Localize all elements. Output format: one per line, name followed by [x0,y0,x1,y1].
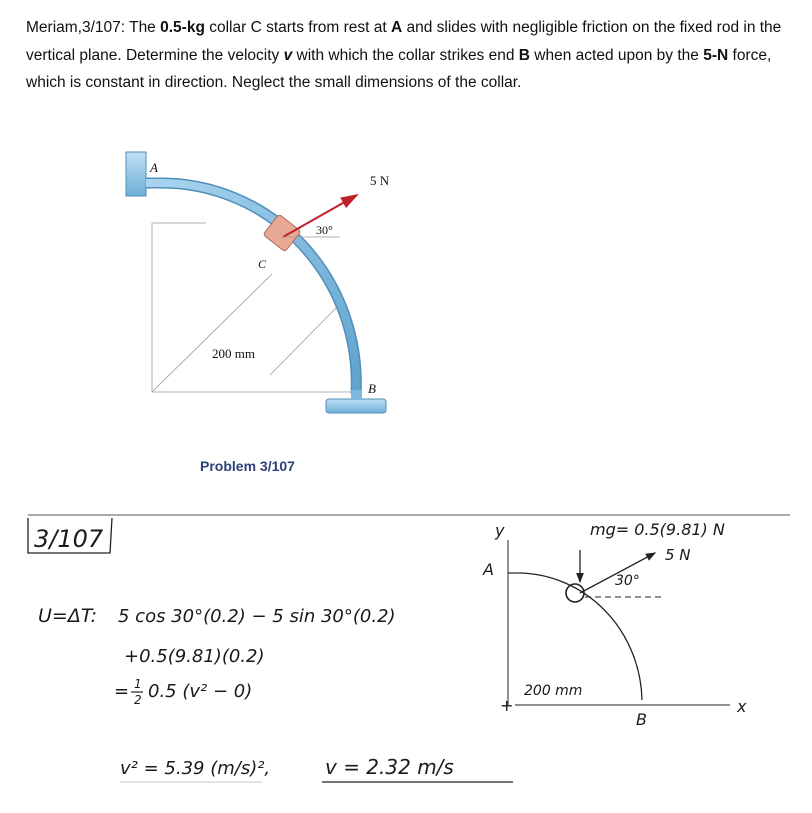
base-neck-b [351,390,362,400]
force-label: 5 N [370,173,390,188]
axis-y-label: y [495,521,505,540]
textbook-figure [126,152,390,474]
fbd-force-label: 5 N [665,546,691,564]
radius-label: 200 mm [212,346,255,361]
handwritten-solution [28,518,513,782]
curved-rod [146,183,356,394]
fbd-label-b: B [636,710,647,729]
fbd-radius-label: 200 mm [524,683,583,699]
figure-caption: Problem 3/107 [200,458,295,474]
work-line-3-rest: 0.5 (v² − 0) [148,681,253,702]
label-b: B [368,381,376,396]
half-numerator: 1 [134,677,142,691]
label-c: C [258,257,267,271]
fbd-label-a: A [483,560,494,579]
fbd-angle-label: 30° [615,573,640,589]
angle-label: 30° [316,223,333,237]
base-support-b [326,399,386,413]
fbd-plus: + [500,696,514,715]
problem-number: 3/107 [34,525,104,553]
fbd-weight-label: mg= 0.5(9.81) N [590,520,725,539]
work-line-2: +0.5(9.81)(0.2) [124,646,265,667]
radius-line [270,308,336,375]
curved-rod-highlight [146,183,356,394]
result-velocity: v = 2.32 m/s [325,755,454,779]
fbd-sketch [482,520,747,729]
radius-line [152,274,272,392]
wall-support-a [126,152,146,196]
work-energy-label: U=ΔT: [38,605,98,627]
axis-x-label: x [737,697,747,716]
work-line-3-eq: = [114,681,130,702]
problem-statement: Meriam,3/107: The 0.5-kg collar C starts from rest at A and slides with negligible friction on the fixed rod in the vertical plane. Determine the velocity v with which the collar strikes end B when acted upon by the 5-N force, which is constant in direction. Neglect the small dimensions of the collar. [26,19,782,91]
result-v-squared: v² = 5.39 (m/s)², [120,758,271,779]
work-line-1: 5 cos 30°(0.2) − 5 sin 30°(0.2) [118,606,396,627]
half-denominator: 2 [134,693,142,707]
label-a: A [150,160,158,175]
